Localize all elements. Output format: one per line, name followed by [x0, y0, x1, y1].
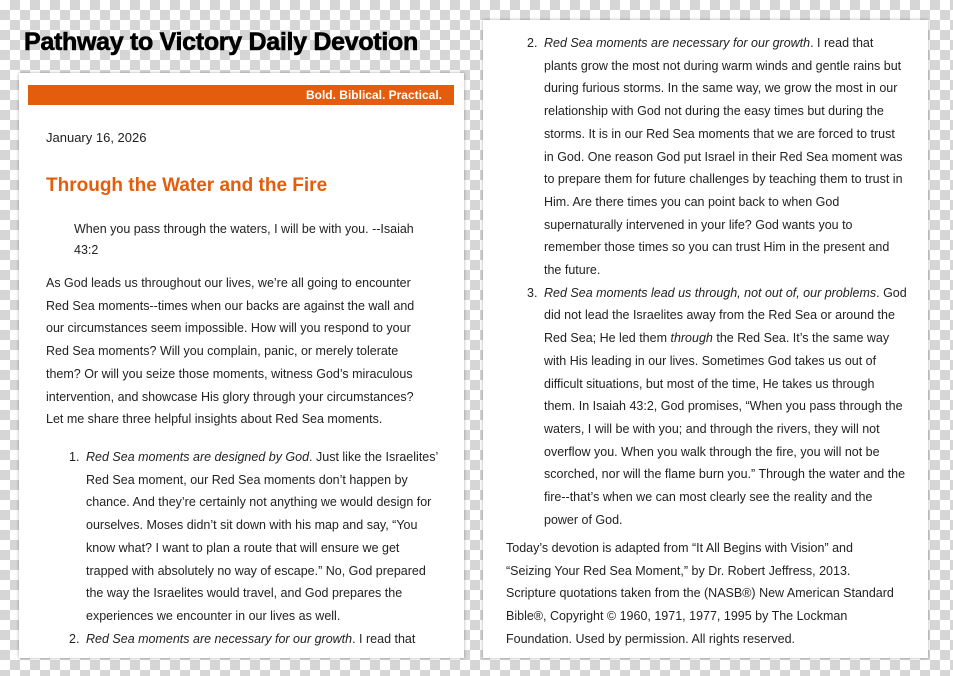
list-number: 2.	[527, 36, 538, 50]
point-title: Red Sea moments are designed by God	[86, 450, 310, 464]
right-page	[483, 20, 928, 658]
insights-list	[69, 446, 441, 650]
point-text: . God did not lead the Israelites away from the Red Sea or around the Red Sea; He led them	[544, 285, 907, 346]
point-title: Red Sea moments lead us through, not out of, our problems	[544, 285, 877, 300]
intro-paragraph: As God leads us throughout our lives, we’re all going to encounter Red Sea moments--times when our backs are against the wall and our circumstances seem impossible. How will you respond to your Red Sea moments? Will you complain, panic, or merely tolerate them? Or will you seize those moments, witness God’s miraculous intervention, and showcase His glory through your circumstances? Let me share three helpful insights about Red Sea moments.	[46, 276, 415, 427]
left-page	[19, 73, 464, 658]
insights-list-continued	[527, 32, 907, 531]
point-text-continued: plants grow the most not during warm winds and gentle rains but during furious storms. In the same way, we grow the most in our relationship with God not during the easy times but during the storms. It is in our Red Sea moments that we are forced to trust in God. One reason God put Israel in their Red Sea moment was to prepare them for future challenges by teaching them to trust in Him. Are there times you can point back to when God supernaturally intervened in your life? God wants you to remember those times so you can trust Him in the present and the future.	[544, 58, 903, 278]
tagline-banner: Bold. Biblical. Practical.	[28, 85, 454, 105]
emphasis-through: through	[670, 331, 713, 346]
point-text: the Red Sea. It’s the same way with His leading in our lives. Sometimes God takes us out of difficult situations, but most of the time, He takes us through them. In Isaiah 43:2, God promises, “When you pass through the waters, I will be with you; and through the rivers, they will not overflow you. When you walk through the fire, you will not be scorched, nor will the flame burn you.” Through the water and the fire--that’s when we can most clearly see the reality and the power of God.	[544, 331, 906, 527]
list-item	[527, 32, 907, 282]
site-title: Pathway to Victory Daily Devotion	[24, 28, 418, 56]
point-text: . I read that	[810, 36, 874, 50]
scripture-quote: When you pass through the waters, I will be with you. --Isaiah 43:2	[74, 222, 414, 257]
list-number: 1.	[69, 450, 80, 464]
list-item	[527, 282, 907, 532]
article-title: Through the Water and the Fire	[46, 175, 328, 196]
article-date: January 16, 2026	[46, 130, 147, 145]
point-title: Red Sea moments are necessary for our growth	[86, 631, 353, 646]
point-text: . Just like the Israelites’ Red Sea moment, our Red Sea moments don’t happen by chance. And they’re certainly not anything we would design for ourselves. Moses didn’t sit down with his map and say, “You know what? I want to plan a route that will ensure we get trapped with absolutely no way of escape.” No, God prepared the way the Israelites would travel, and God prepares the experiences we encounter in our lives as well.	[86, 450, 438, 623]
point-text: . I read that	[352, 631, 416, 646]
list-number: 2.	[69, 631, 80, 646]
point-title: Red Sea moments are necessary for our growth	[544, 36, 811, 50]
list-number: 3.	[527, 285, 538, 300]
list-item	[69, 446, 441, 628]
list-item	[69, 628, 441, 651]
attribution-paragraph: Today’s devotion is adapted from “It All Begins with Vision” and “Seizing Your Red Sea Moment,” by Dr. Robert Jeffress, 2013. Scripture quotations taken from the (NASB®) New American Standard Bible®, Copyright © 1960, 1971, 1977, 1995 by The Lockman Foundation. Used by permission. All rights reserved.	[506, 541, 894, 646]
